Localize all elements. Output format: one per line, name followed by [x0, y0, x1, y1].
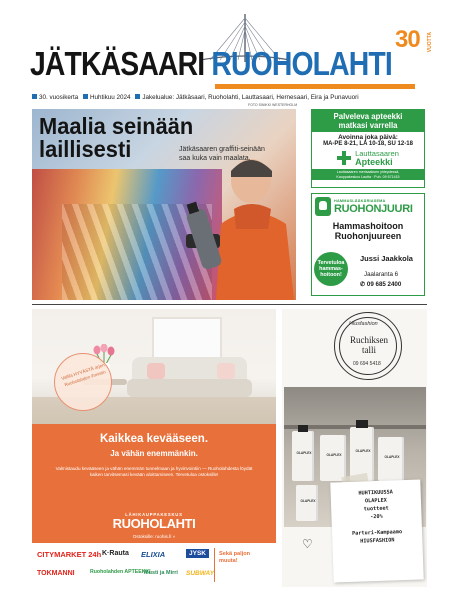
- pharmacy-logo: [312, 150, 424, 166]
- mall-body-text: Valmistaudu kevääseen ja vähän enemmän tunnelmaan ja hyvinvointiin — Ruoholahdesta löydät kaiken tarvitsemasi kevään aloittamiseen. Tervetuloa ostoksille!: [55, 466, 253, 478]
- mall-headline: Kaikkea kevääseen.: [99, 433, 209, 445]
- dental-phone: ✆ 09 685 2400: [360, 281, 402, 288]
- mall-logo: RUOHOLAHTI: [112, 516, 196, 531]
- hero-story[interactable]: [32, 109, 296, 300]
- dental-title-line1: Hammashoitoon: [332, 221, 404, 231]
- mall-subheadline: Ja vähän enemmänkin.: [110, 449, 198, 458]
- dental-kicker: HAMMASLÄÄKÄRIASEMA: [334, 198, 386, 203]
- promo-line: Parturi-Kampaamo: [351, 529, 403, 537]
- dental-welcome-badge: Tervetuloa hammas-hoitoon!: [314, 252, 348, 286]
- dental-phone-number: 09 685 2400: [366, 281, 402, 288]
- promo-line: HIUSFASHION: [360, 537, 395, 545]
- brand-subway: SUBWAY: [186, 570, 215, 577]
- brand-separator: [214, 548, 215, 582]
- dental-title: [312, 221, 424, 241]
- promo-line: -20%: [370, 513, 383, 521]
- pharmacy-hours: MA-PE 8-21, LA 10-18, SU 12-18: [323, 141, 413, 147]
- dental-brand: RUOHONJUURI: [334, 202, 413, 215]
- pillow: [147, 363, 165, 379]
- bottle-label: OLAPLEX: [300, 499, 316, 504]
- product-bottle: [292, 431, 314, 481]
- brand-rauta: K·Rauta: [102, 550, 129, 557]
- salon-arc-text: Hiusfashion: [349, 321, 378, 327]
- hero-subtitle: Jätkäsaaren graffiti-seinään saa kuka vain maalata.: [179, 146, 265, 162]
- bottle-cap: [298, 425, 308, 432]
- masthead: [30, 10, 433, 90]
- brand-citymarket: CITYMARKET 24h: [37, 550, 102, 559]
- dentist-name: Jussi Jaakkola: [360, 254, 413, 263]
- mall-ad[interactable]: [32, 309, 276, 587]
- brand-jysk: JYSK: [186, 549, 209, 558]
- salon-name-line2: talli: [362, 345, 376, 355]
- bottle-label: OLAPLEX: [326, 453, 342, 458]
- mall-brand-strip: [32, 543, 276, 587]
- photo-credit: FOTO SINIKKI WESTERHOLM: [248, 103, 298, 107]
- promo-line: HUHTIKUUSSA: [358, 489, 393, 497]
- date-text: Huhtikuu 2024: [89, 94, 131, 101]
- mall-url[interactable]: Ostoksille: ruohis.fi »: [132, 534, 176, 539]
- masthead-rule: [215, 84, 415, 89]
- bottle-label: OLAPLEX: [355, 448, 371, 453]
- dental-title-line2: Ruohonjuureen: [334, 231, 402, 241]
- bottle-label: OLAPLEX: [296, 451, 312, 455]
- promo-note-lines: [330, 479, 422, 546]
- issue-info-bar: [32, 93, 432, 102]
- promo-line: OLAPLEX: [364, 497, 387, 505]
- bottle-cap: [356, 420, 368, 428]
- product-bottle: [378, 437, 404, 481]
- edition-text: 30. vuosikerta: [39, 94, 79, 101]
- heart-icon: ♡: [302, 537, 313, 551]
- section-divider: [32, 304, 427, 305]
- promo-line: tuotteet: [363, 505, 389, 513]
- graffiti-artist-photo: [176, 139, 296, 300]
- brand-elixia: ELIXIA: [141, 550, 166, 559]
- title-part-ruoholahti: RUOHOLAHTI: [211, 45, 392, 82]
- salon-name: [343, 335, 395, 355]
- brand-tokmanni: TOKMANNI: [37, 570, 75, 577]
- brand-musti: Musti ja Mirri: [144, 570, 178, 576]
- product-bottle: [320, 435, 346, 481]
- mall-logo-kicker: LÄHIKAUPPAKESKUS: [125, 512, 183, 517]
- anniversary-label: VUOTTA: [427, 32, 433, 53]
- salon-phone: 09 694 5418: [353, 361, 381, 367]
- pharmacy-name-line1: Lauttasaaren: [355, 149, 399, 158]
- dental-ad[interactable]: [311, 193, 425, 296]
- mall-tagline: Sekä paljon muuta!: [219, 551, 251, 564]
- mall-circle-badge: [54, 353, 112, 411]
- pharmacy-hours-label: Avoinna joka päivä:: [338, 134, 398, 141]
- hero-headline-line1: Maalia seinään: [39, 113, 194, 139]
- salon-name-line1: Ruchiksen: [350, 335, 388, 345]
- promo-note: [330, 479, 423, 582]
- anniversary-badge: [395, 28, 433, 62]
- pharmacy-footer: [312, 169, 424, 180]
- product-bottle: [296, 485, 318, 521]
- pharmacy-footer-line1: Lauttasaaren merisaaksen yhteydessä,: [336, 170, 400, 174]
- brand-apteekki: Ruoholahden APTEEKKI: [90, 569, 151, 575]
- mall-badge-text: Vallila HYVÄSTÄ arjen Ruoholahden ihmisiin: [60, 362, 107, 388]
- title-part-jatkasaari: JÄTKÄSAARI: [30, 45, 205, 82]
- pharmacy-headline-line1: Palveleva apteekki: [333, 112, 403, 121]
- newspaper-title: [30, 45, 392, 82]
- sofa-seat: [127, 379, 252, 397]
- pharmacy-footer-line2: Kauppakeskus Lautta · Puh. 09 671415: [336, 174, 400, 179]
- salon-seal-logo: [334, 312, 402, 380]
- dental-address: Jaalaranta 6: [364, 271, 399, 278]
- pharmacy-headline: [312, 110, 424, 132]
- pharmacy-cross-icon: [337, 151, 351, 165]
- pharmacy-headline-line2: matkasi varrella: [338, 121, 398, 130]
- bottle-label: OLAPLEX: [384, 454, 400, 459]
- dental-logo: [312, 194, 424, 216]
- bullet-square-icon: [135, 94, 140, 99]
- tooth-icon: [315, 197, 331, 216]
- pharmacy-name-line2: Apteekki: [355, 157, 393, 167]
- pharmacy-name: [355, 150, 399, 166]
- pillow: [217, 363, 235, 379]
- bullet-square-icon: [83, 94, 88, 99]
- anniversary-number: 30: [395, 26, 420, 53]
- distribution-text: Jakelualue: Jätkäsaari, Ruoholahti, Lauttasaari, Hernesaari, Eira ja Punavuori: [142, 94, 359, 101]
- hair-salon-ad[interactable]: [282, 309, 427, 587]
- bullet-square-icon: [32, 94, 37, 99]
- hero-headline: [39, 115, 193, 161]
- hero-headline-line2: laillisesti: [39, 136, 132, 162]
- pharmacy-ad[interactable]: [311, 109, 425, 188]
